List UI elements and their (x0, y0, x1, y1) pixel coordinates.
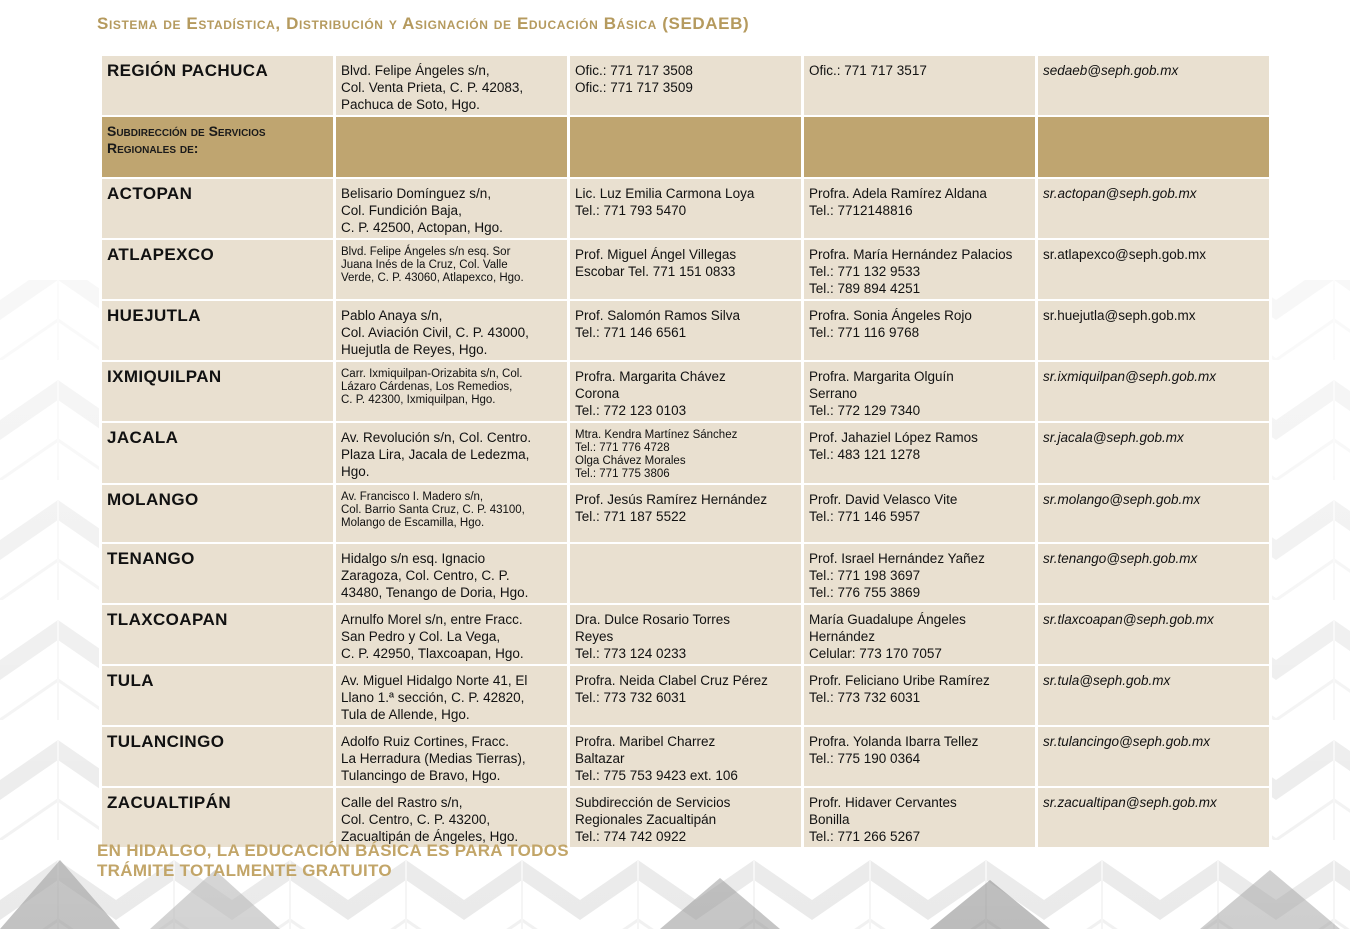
text-line: Tel.: 771 266 5267 (809, 829, 921, 844)
text-line: Tulancingo de Bravo, Hgo. (341, 768, 501, 783)
email-cell[interactable]: sedaeb@seph.gob.mx (1038, 56, 1269, 115)
text-line: Profr. Feliciano Uribe Ramírez (809, 673, 990, 688)
text-line: Col. Centro, C. P. 43200, (341, 812, 491, 827)
email-cell[interactable]: sr.ixmiquilpan@seph.gob.mx (1038, 362, 1269, 421)
text-line: C. P. 42500, Actopan, Hgo. (341, 220, 503, 235)
text-line: Av. Francisco I. Madero s/n, (341, 491, 484, 503)
contact-cell (570, 544, 801, 603)
text-line: Pachuca de Soto, Hgo. (341, 97, 480, 112)
table-row (102, 666, 1269, 725)
table-row (102, 301, 1269, 360)
text-line: Tel.: 771 116 9768 (809, 325, 920, 340)
address-cell (336, 362, 567, 421)
text-line: Hidalgo s/n esq. Ignacio (341, 551, 486, 566)
region-name: TENANGO (102, 544, 333, 603)
table-row (102, 423, 1269, 483)
address-cell (336, 788, 567, 847)
text-line: Tel.: 775 190 0364 (809, 751, 921, 766)
text-line: Celular: 773 170 7057 (809, 646, 942, 661)
text-line: Dra. Dulce Rosario Torres (575, 612, 731, 627)
text-line: Prof. Miguel Ángel Villegas (575, 247, 737, 262)
text-line: Tel.: 771 187 5522 (575, 509, 687, 524)
text-line: Prof. Salomón Ramos Silva (575, 308, 741, 323)
page-header-title: Sistema de Estadística, Distribución y Asignación de Educación Básica (SEDAEB) (97, 14, 750, 33)
text-line: Col. Barrio Santa Cruz, C. P. 43100, (341, 504, 525, 516)
text-line: Tel.: 771 776 4728 (575, 442, 670, 454)
contact-cell (804, 179, 1035, 238)
contact-cell (804, 605, 1035, 664)
text-line: Ofic.: 771 717 3509 (575, 80, 693, 95)
text-line: Carr. Ixmiquilpan-Orizabita s/n, Col. (341, 368, 523, 380)
text-line: Profra. Sonia Ángeles Rojo (809, 308, 972, 323)
table-row (102, 788, 1269, 847)
region-name: REGIÓN PACHUCA (102, 56, 333, 115)
text-line: Bonilla (809, 812, 850, 827)
text-line: Profra. Neida Clabel Cruz Pérez (575, 673, 768, 688)
contact-cell (570, 56, 801, 115)
contact-cell (804, 362, 1035, 421)
text-line: Baltazar (575, 751, 625, 766)
text-line: Profra. Margarita Olguín (809, 369, 954, 384)
text-line: Tel.: 773 732 6031 (809, 690, 921, 705)
text-line: Profra. Maribel Charrez (575, 734, 716, 749)
text-line: Col. Fundición Baja, (341, 203, 462, 218)
contact-cell (570, 727, 801, 786)
text-line: Tel.: 771 793 5470 (575, 203, 687, 218)
text-line: Blvd. Felipe Ángeles s/n, (341, 63, 490, 78)
text-line: Tel.: 776 755 3869 (809, 585, 921, 600)
text-line: Reyes (575, 629, 614, 644)
text-line: 43480, Tenango de Doria, Hgo. (341, 585, 529, 600)
address-cell (336, 544, 567, 603)
text-line: Prof. Israel Hernández Yañez (809, 551, 985, 566)
text-line: Prof. Jesús Ramírez Hernández (575, 492, 768, 507)
address-cell (336, 727, 567, 786)
text-line: Subdirección de Servicios (107, 123, 266, 139)
text-line: Tel.: 774 742 0922 (575, 829, 687, 844)
text-line: Col. Aviación Civil, C. P. 43000, (341, 325, 529, 340)
text-line: Juana Inés de la Cruz, Col. Valle (341, 259, 508, 271)
text-line: Col. Venta Prieta, C. P. 42083, (341, 80, 524, 95)
table-row (102, 179, 1269, 238)
text-line: Tel.: 771 132 9533 (809, 264, 921, 279)
address-cell (336, 423, 567, 483)
text-line: Huejutla de Reyes, Hgo. (341, 342, 488, 357)
text-line: Zacualtipán de Ángeles, Hgo. (341, 829, 519, 844)
address-cell (336, 666, 567, 725)
text-line: San Pedro y Col. La Vega, (341, 629, 501, 644)
text-line: Hernández (809, 629, 876, 644)
email-cell[interactable]: sr.tulancingo@seph.gob.mx (1038, 727, 1269, 786)
region-name: ACTOPAN (102, 179, 333, 238)
text-line: Av. Miguel Hidalgo Norte 41, El (341, 673, 528, 688)
text-line: Tel.: 772 129 7340 (809, 403, 921, 418)
email-cell[interactable]: sr.actopan@seph.gob.mx (1038, 179, 1269, 238)
contact-cell (804, 788, 1035, 847)
contact-cell (570, 666, 801, 725)
table-row (102, 544, 1269, 603)
text-line: Lic. Luz Emilia Carmona Loya (575, 186, 755, 201)
text-line: Escobar Tel. 771 151 0833 (575, 264, 736, 279)
text-line: Profra. Adela Ramírez Aldana (809, 186, 987, 201)
text-line: Tel.: 771 775 3806 (575, 468, 670, 480)
text-line: Tel.: 483 121 1278 (809, 447, 921, 462)
region-name: TULA (102, 666, 333, 725)
text-line: Tel.: 773 124 0233 (575, 646, 687, 661)
text-line: Tel.: 771 146 5957 (809, 509, 921, 524)
text-line: Corona (575, 386, 620, 401)
text-line: Profra. Yolanda Ibarra Tellez (809, 734, 979, 749)
footer-line: EN HIDALGO, LA EDUCACIÓN BÁSICA ES PARA TODOS (97, 841, 569, 860)
region-name: TULANCINGO (102, 727, 333, 786)
text-line: C. P. 42300, Ixmiquilpan, Hgo. (341, 394, 496, 406)
text-line: Profra. María Hernández Palacios (809, 247, 1013, 262)
contact-cell (570, 301, 801, 360)
text-line: Tel.: 771 146 6561 (575, 325, 687, 340)
text-line: Tel.: 789 894 4251 (809, 281, 921, 296)
text-line: Belisario Domínguez s/n, (341, 186, 492, 201)
contact-cell (804, 544, 1035, 603)
contact-cell (570, 362, 801, 421)
contact-cell (570, 485, 801, 542)
text-line: Blvd. Felipe Ángeles s/n esq. Sor (341, 246, 511, 258)
text-line: Lázaro Cárdenas, Los Remedios, (341, 381, 513, 393)
region-name: HUEJUTLA (102, 301, 333, 360)
table-row (102, 485, 1269, 542)
text-line: Regionales Zacualtipán (575, 812, 717, 827)
contact-cell (804, 485, 1035, 542)
text-line: Tel.: 7712148816 (809, 203, 913, 218)
text-line: La Herradura (Medias Tierras), (341, 751, 526, 766)
table-row (102, 240, 1269, 299)
text-line: Regionales de: (107, 140, 199, 156)
address-cell (336, 301, 567, 360)
address-cell (336, 485, 567, 542)
contact-cell (804, 423, 1035, 483)
text-line: Arnulfo Morel s/n, entre Fracc. (341, 612, 523, 627)
text-line: Tula de Allende, Hgo. (341, 707, 470, 722)
footer-slogan (97, 841, 569, 881)
text-line: Adolfo Ruiz Cortines, Fracc. (341, 734, 510, 749)
text-line: C. P. 42950, Tlaxcoapan, Hgo. (341, 646, 524, 661)
text-line: Av. Revolución s/n, Col. Centro. (341, 430, 532, 445)
table-row (102, 727, 1269, 786)
email-cell[interactable]: sr.huejutla@seph.gob.mx (1038, 301, 1269, 360)
contact-cell (804, 727, 1035, 786)
contact-cell (804, 240, 1035, 299)
contact-cell (804, 56, 1035, 115)
table-row (102, 605, 1269, 664)
text-line: Plaza Lira, Jacala de Ledezma, (341, 447, 530, 462)
regional-directory-table (99, 54, 1272, 849)
text-line: Mtra. Kendra Martínez Sánchez (575, 429, 738, 441)
text-line: Olga Chávez Morales (575, 455, 686, 467)
address-cell (336, 605, 567, 664)
subheader-empty-cell (336, 117, 567, 177)
subheader-label (102, 117, 333, 177)
region-name: ATLAPEXCO (102, 240, 333, 299)
footer-line: TRÁMITE TOTALMENTE GRATUITO (97, 861, 392, 880)
address-cell (336, 56, 567, 115)
text-line: Zaragoza, Col. Centro, C. P. (341, 568, 510, 583)
table-row (102, 56, 1269, 115)
region-name: IXMIQUILPAN (102, 362, 333, 421)
text-line: Molango de Escamilla, Hgo. (341, 517, 485, 529)
contact-cell (570, 423, 801, 483)
contact-cell (570, 605, 801, 664)
text-line: Tel.: 771 198 3697 (809, 568, 921, 583)
contact-cell (570, 179, 801, 238)
text-line: Serrano (809, 386, 858, 401)
email-cell[interactable]: sr.tula@seph.gob.mx (1038, 666, 1269, 725)
region-name: ZACUALTIPÁN (102, 788, 333, 847)
address-cell (336, 179, 567, 238)
text-line: Hgo. (341, 464, 370, 479)
email-cell[interactable]: sr.jacala@seph.gob.mx (1038, 423, 1269, 483)
text-line: Tel.: 775 753 9423 ext. 106 (575, 768, 738, 783)
region-name: TLAXCOAPAN (102, 605, 333, 664)
email-cell[interactable]: sr.zacualtipan@seph.gob.mx (1038, 788, 1269, 847)
email-cell[interactable]: sr.tlaxcoapan@seph.gob.mx (1038, 605, 1269, 664)
text-line: Tel.: 773 732 6031 (575, 690, 687, 705)
text-line: Calle del Rastro s/n, (341, 795, 463, 810)
text-line: Profr. Hidaver Cervantes (809, 795, 957, 810)
contact-cell (804, 666, 1035, 725)
email-cell[interactable]: sr.tenango@seph.gob.mx (1038, 544, 1269, 603)
text-line: Llano 1.ª sección, C. P. 42820, (341, 690, 525, 705)
text-line: María Guadalupe Ángeles (809, 612, 966, 627)
text-line: Subdirección de Servicios (575, 795, 731, 810)
text-line: Tel.: 772 123 0103 (575, 403, 687, 418)
contact-cell (570, 240, 801, 299)
region-name: MOLANGO (102, 485, 333, 542)
subheader-empty-cell (804, 117, 1035, 177)
email-cell[interactable]: sr.molango@seph.gob.mx (1038, 485, 1269, 542)
text-line: Verde, C. P. 43060, Atlapexco, Hgo. (341, 272, 524, 284)
text-line: Prof. Jahaziel López Ramos (809, 430, 978, 445)
text-line: Pablo Anaya s/n, (341, 308, 443, 323)
address-cell (336, 240, 567, 299)
contact-cell (570, 788, 801, 847)
region-name: JACALA (102, 423, 333, 483)
email-cell[interactable]: sr.atlapexco@seph.gob.mx (1038, 240, 1269, 299)
text-line: Profr. David Velasco Vite (809, 492, 958, 507)
text-line: Profra. Margarita Chávez (575, 369, 726, 384)
subheader-row (102, 117, 1269, 177)
contact-cell (804, 301, 1035, 360)
subheader-empty-cell (570, 117, 801, 177)
subheader-empty-cell (1038, 117, 1269, 177)
text-line: Ofic.: 771 717 3517 (809, 63, 927, 78)
table-row (102, 362, 1269, 421)
text-line: Ofic.: 771 717 3508 (575, 63, 693, 78)
